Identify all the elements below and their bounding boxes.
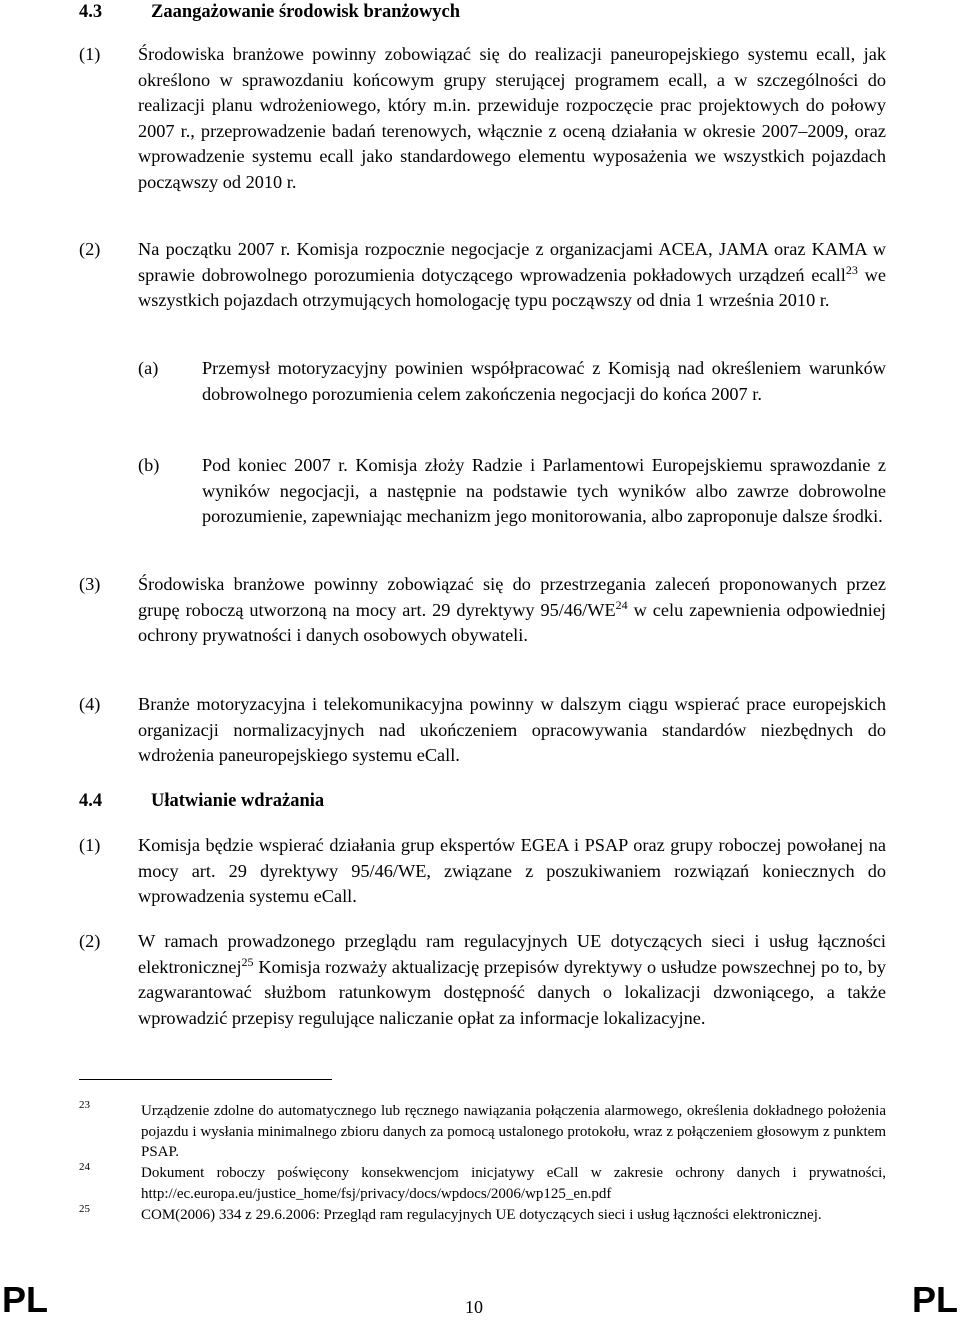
paragraph-4-3-3 — [79, 572, 886, 649]
section-heading-4-3 — [79, 0, 460, 24]
subparagraph-a — [138, 356, 886, 407]
footer-language-right: PL — [911, 1279, 958, 1320]
footnote-ref-23[interactable]: 23 — [845, 262, 858, 277]
paragraph-text-part: Na początku 2007 r. Komisja rozpocznie negocjacje z organizacjami ACEA, JAMA oraz KAMA w sprawie dobrowolnego porozumienia dotyczącego wprowadzenia pokładowych urządzeń ecall — [138, 239, 886, 285]
footnote-number: 25 — [79, 1203, 90, 1215]
paragraph-number: (1) — [79, 835, 101, 855]
paragraph-text-part: Komisja rozważy aktualizację przepisów dyrektywy o usłudze powszechnej po to, by zagwarantować służbom ratunkowym dostępność danych o lokalizacji dzwoniącego, a także wprowadzić przepisy regulujące naliczanie opłat za informacje lokalizacyjne. — [138, 956, 886, 1028]
footnote-25 — [79, 1205, 886, 1226]
paragraph-number: (4) — [79, 694, 101, 714]
paragraph-text — [138, 572, 886, 649]
section-heading-4-4 — [79, 789, 324, 813]
paragraph-number: (2) — [79, 931, 101, 951]
footnote-24 — [79, 1163, 886, 1204]
footnote-separator — [79, 1079, 332, 1080]
paragraph-number: (1) — [79, 44, 101, 64]
footnote-number: 23 — [79, 1099, 90, 1111]
paragraph-text: Środowiska branżowe powinny zobowiązać się do realizacji paneuropejskiego systemu ecall, jak określono w sprawozdaniu końcowym grupy sterującej programem ecall, a w szczególności do realizacji planu wdrożeniowego, który m.in. przewiduje rozpoczęcie prac projektowych do połowy 2007 r., przeprowadzenie badań terenowych, włącznie z oceną działania w okresie 2007–2009, oraz wprowadzenie systemu ecall jako standardowego elementu wyposażenia we wszystkich pojazdach począwszy od 2010 r. — [138, 44, 886, 192]
paragraph-4-3-2 — [79, 237, 886, 314]
paragraph-text-part: w celu zapewnienia odpowiedniej ochrony prywatności i danych osobowych obywateli. — [138, 599, 887, 645]
paragraph-text: Branże motoryzacyjna i telekomunikacyjna powinny w dalszym ciągu wspierać prace europejskich organizacji normalizacyjnych nad ukończeniem opracowywania standardów niezbędnych do wdrożenia paneuropejskiego systemu eCall. — [138, 694, 886, 765]
paragraph-4-4-1 — [79, 833, 886, 910]
paragraph-text: Komisja będzie wspierać działania grup ekspertów EGEA i PSAP oraz grupy roboczej powołanej na mocy art. 29 dyrektywy 95/46/WE, związane z poszukiwaniem rozwiązań koniecznych do wprowadzenia systemu eCall. — [138, 835, 886, 906]
paragraph-text-part: we wszystkich pojazdach otrzymujących homologację typu począwszy od dnia 1 września 2010 r. — [138, 264, 886, 310]
section-title: Ułatwianie wdrażania — [151, 791, 325, 811]
footnote-number: 24 — [79, 1161, 90, 1173]
footnote-text: Dokument roboczy poświęcony konsekwencjom inicjatywy eCall w zakresie ochrony danych i prywatności, http://ec.europa.eu/justice_home/fsj/privacy/docs/wpdocs/2006/wp125_en.pdf — [141, 1165, 886, 1202]
footnote-ref-25[interactable]: 25 — [241, 954, 254, 969]
subparagraph-label: (a) — [138, 358, 159, 378]
footnote-ref-24[interactable]: 24 — [615, 597, 628, 612]
page-number: 10 — [465, 1297, 483, 1317]
paragraph-text-part: Środowiska branżowe powinny zobowiązać się do przestrzegania zaleceń proponowanych przez grupę roboczą utworzoną na mocy art. 29 dyrektywy 95/46/WE — [138, 574, 886, 620]
subparagraph-label: (b) — [138, 455, 160, 475]
subparagraph-text: Przemysł motoryzacyjny powinien współpracować z Komisją nad określeniem warunków dobrowolnego porozumienia celem zakończenia negocjacji do końca 2007 r. — [202, 358, 886, 404]
subparagraph-text: Pod koniec 2007 r. Komisja złoży Radzie i Parlamentowi Europejskiemu sprawozdanie z wyników negocjacji, a następnie na podstawie tych wyników albo zawrze dobrowolne porozumienie, zapewniając mechanizm jego monitorowania, albo zaproponuje dalsze środki. — [202, 455, 886, 526]
footnote-text: COM(2006) 334 z 29.6.2006: Przegląd ram regulacyjnych UE dotyczących sieci i usług łączności elektronicznej. — [141, 1207, 822, 1223]
paragraph-text — [138, 929, 886, 1031]
section-number: 4.3 — [79, 2, 103, 22]
paragraph-4-3-1 — [79, 42, 886, 195]
footnote-text: Urządzenie zdolne do automatycznego lub ręcznego nawiązania połączenia alarmowego, określenia dokładnego położenia pojazdu i wysłania minimalnego zbioru danych za pomocą ustalonego protokołu, wraz z połączeniem głosowym z punktem PSAP. — [141, 1103, 886, 1160]
paragraph-number: (3) — [79, 574, 101, 594]
footnote-23 — [79, 1101, 886, 1163]
section-title: Zaangażowanie środowisk branżowych — [151, 2, 461, 22]
paragraph-number: (2) — [79, 239, 101, 259]
paragraph-4-3-4 — [79, 692, 886, 769]
paragraph-4-4-2 — [79, 929, 886, 1031]
paragraph-text-part: W ramach prowadzonego przeglądu ram regulacyjnych UE dotyczących sieci i usług łączności elektronicznej — [138, 931, 886, 977]
paragraph-text — [138, 237, 886, 314]
subparagraph-b — [138, 453, 886, 530]
footer-language-left: PL — [2, 1279, 49, 1320]
section-number: 4.4 — [79, 791, 103, 811]
